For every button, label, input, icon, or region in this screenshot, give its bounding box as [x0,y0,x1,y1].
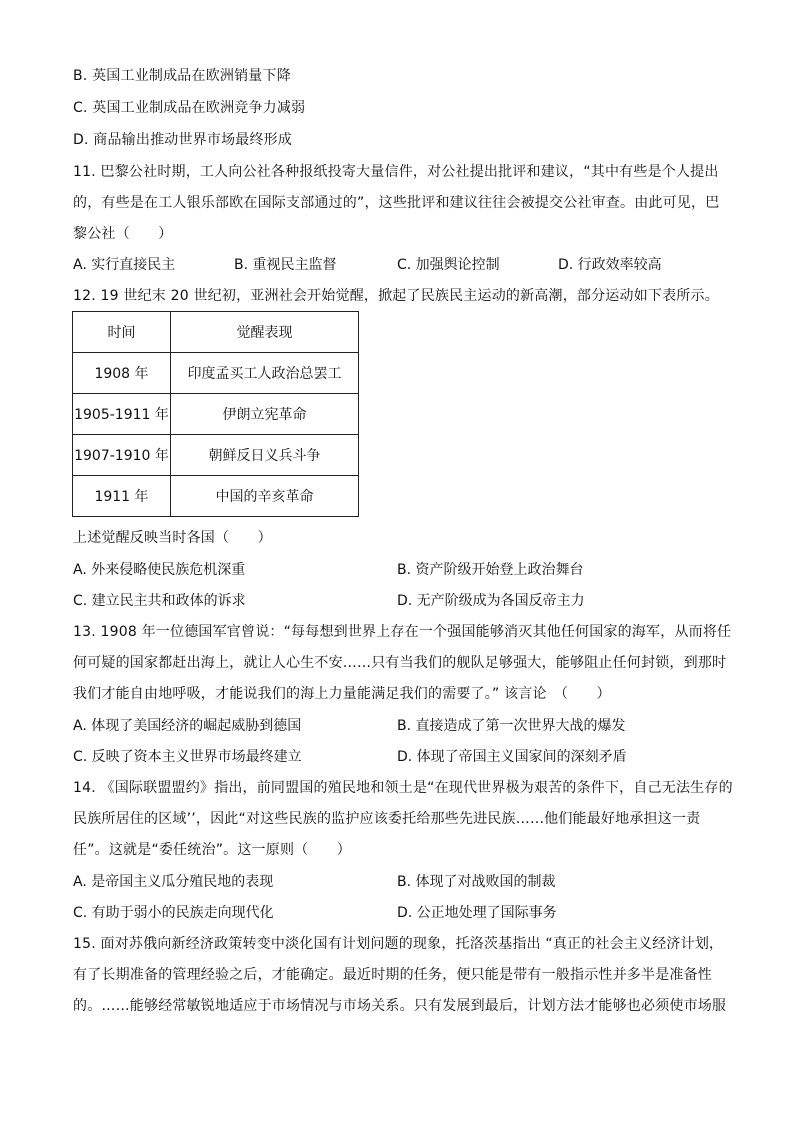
table-header-event: 觉醒表现 [171,312,359,353]
q13-option-b: B. 直接造成了第一次世界大战的爆发 [397,718,626,734]
table-header-row [73,312,359,353]
table-cell-event: 中国的辛亥革命 [171,476,359,517]
q11-stem-line-2: 的，有些是在工人银乐部欧在国际支部通过的”，这些批评和建议往往会被提交公社审查。由此可见，巴 [73,195,720,211]
q11-stem-line-1: 11. 巴黎公社时期，工人向公社各种报纸投寄大量信件，对公社提出批评和建议，“其中有些是个人提出 [73,164,719,180]
q13-stem-line-1: 13. 1908 年一位德国军官曾说：“每每想到世界上存在一个强国能够消灭其他任何国家的海军，从而将任 [73,624,732,640]
q10-option-d: D. 商品输出推动世界市场最终形成 [73,132,293,148]
table-cell-time: 1911 年 [73,476,171,517]
q11-option-b: B. 重视民主监督 [234,257,337,273]
q10-option-c: C. 英国工业制成品在欧洲竞争力减弱 [73,100,306,116]
q14-stem-line-3: 任”。这就是“委任统治”。这一原则（ ） [73,842,351,858]
q10-option-b: B. 英国工业制成品在欧洲销量下降 [73,68,291,84]
q14-option-d: D. 公正地处理了国际事务 [397,905,557,921]
q15-stem-line-2: 有了长期准备的管理经验之后，才能确定。最近时期的任务，便只能是带有一般指示性并多半是准备性 [73,967,712,983]
table-cell-event: 朝鲜反日义兵斗争 [171,435,359,476]
q11-option-d: D. 行政效率较高 [558,257,662,273]
table-row [73,394,359,435]
q14-option-c: C. 有助于弱小的民族走向现代化 [73,905,274,921]
q11-stem-line-3: 黎公社（ ） [73,226,173,242]
table-row [73,353,359,394]
q14-stem-line-2: 民族所居住的区域’’，因此“对这些民族的监护应该委托给那些先进民族……他们能最好地承担这一责 [73,811,701,827]
q12-stem: 12. 19 世纪末 20 世纪初，亚洲社会开始觉醒，掀起了民族民主运动的新高潮，部分运动如下表所示。 [73,288,719,304]
q14-option-b: B. 体现了对战败国的制裁 [397,874,556,890]
q13-stem-line-2: 何可疑的国家都赶出海上，就让人心生不安……只有当我们的舰队足够强大，能够阻止任何封锁，到那时 [73,655,727,671]
q15-stem-line-3: 的。……能够经常敏锐地适应于市场情况与市场关系。只有发展到最后，计划方法才能够也必须使市场服 [73,998,727,1014]
q12-question: 上述觉醒反映当时各国（ ） [73,530,272,546]
table-cell-time: 1905-1911 年 [73,394,171,435]
q14-stem-line-1: 14. 《国际联盟盟约》指出，前同盟国的殖民地和领土是“在现代世界极为艰苦的条件下，自己无法生存的 [73,780,733,796]
q11-option-a: A. 实行直接民主 [73,257,176,273]
q13-option-c: C. 反映了资本主义世界市场最终建立 [73,749,302,765]
table-cell-event: 伊朗立宪革命 [171,394,359,435]
q12-option-a: A. 外来侵略使民族危机深重 [73,562,246,578]
table-row [73,476,359,517]
table-cell-time: 1908 年 [73,353,171,394]
q14-option-a: A. 是帝国主义瓜分殖民地的表现 [73,874,274,890]
table-row [73,435,359,476]
q12-option-b: B. 资产阶级开始登上政治舞台 [397,562,584,578]
q13-option-d: D. 体现了帝国主义国家间的深刻矛盾 [397,749,627,765]
awakening-table [72,311,359,517]
q11-option-c: C. 加强舆论控制 [397,257,500,273]
table-header-time: 时间 [73,312,171,353]
table-cell-time: 1907-1910 年 [73,435,171,476]
q12-option-c: C. 建立民主共和政体的诉求 [73,593,246,609]
q13-option-a: A. 体现了美国经济的崛起威胁到德国 [73,718,302,734]
q15-stem-line-1: 15. 面对苏俄向新经济政策转变中淡化国有计划问题的现象，托洛茨基指出 “真正的社会主义经济计划， [73,936,724,952]
q12-option-d: D. 无产阶级成为各国反帝主力 [397,593,585,609]
table-cell-event: 印度孟买工人政治总罢工 [171,353,359,394]
q13-stem-line-3: 我们才能自由地呼吸，才能说我们的海上力量能满足我们的需要了。” 该言论 （ ） [73,686,611,702]
